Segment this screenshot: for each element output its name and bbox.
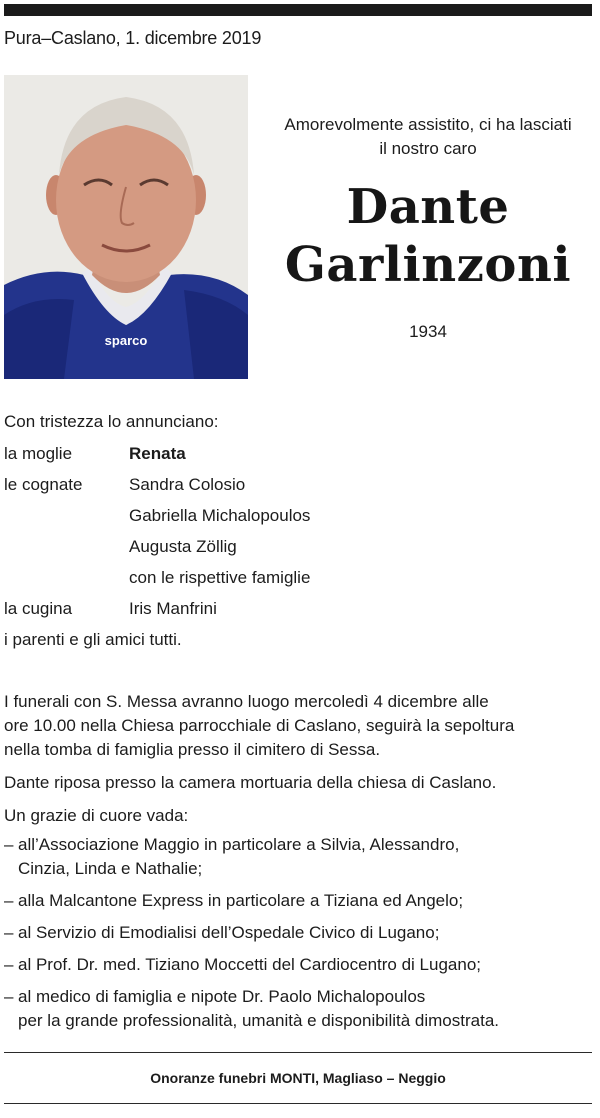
family-list xyxy=(4,440,564,657)
deceased-name xyxy=(258,178,598,294)
place-date: Pura–Caslano, 1. dicembre 2019 xyxy=(4,28,262,48)
birth-year: 1934 xyxy=(409,322,447,341)
footer-bottom-rule xyxy=(4,1103,592,1104)
dash-bullet: – xyxy=(4,955,14,974)
family-role: le cognate xyxy=(4,475,83,494)
thanks-item xyxy=(4,833,584,881)
family-name: con le rispettive famiglie xyxy=(129,568,311,587)
thanks-line: al Prof. Dr. med. Tiziano Moccetti del Cardiocentro di Lugano; xyxy=(18,955,482,974)
family-role: la moglie xyxy=(4,444,73,463)
thanks-line: al medico di famiglia e nipote Dr. Paolo Michalopoulos xyxy=(18,987,426,1006)
thanks-intro: Un grazie di cuore vada: xyxy=(4,806,189,825)
dash-bullet: – xyxy=(4,891,14,910)
family-name: Sandra Colosio xyxy=(129,475,246,494)
family-row xyxy=(4,502,564,533)
jacket-logo: sparco xyxy=(104,333,148,348)
thanks-item xyxy=(4,953,584,977)
thanks-list xyxy=(4,833,584,1033)
announcement-heading: Con tristezza lo annunciano: xyxy=(4,412,219,431)
dash-bullet: – xyxy=(4,835,14,854)
intro-line-1: Amorevolmente assistito, ci ha lasciati xyxy=(284,115,572,134)
family-row xyxy=(4,564,564,595)
family-name: Iris Manfrini xyxy=(129,599,217,618)
thanks-line: per la grande professionalità, umanità e disponibilità dimostrata. xyxy=(18,1011,499,1030)
family-row xyxy=(4,533,564,564)
intro-text xyxy=(258,113,598,161)
family-row-sisters-in-law xyxy=(4,471,564,502)
dash-bullet: – xyxy=(4,923,14,942)
intro-line-2: il nostro caro xyxy=(379,139,477,158)
family-name: Gabriella Michalopoulos xyxy=(129,506,311,525)
top-rule xyxy=(4,4,592,16)
thanks-item xyxy=(4,921,584,945)
thanks-item xyxy=(4,889,584,913)
thanks-line: all’Associazione Maggio in particolare a Silvia, Alessandro, xyxy=(18,835,460,854)
family-row-cousin xyxy=(4,595,564,626)
family-name: Augusta Zöllig xyxy=(129,537,237,556)
family-role: la cugina xyxy=(4,599,73,618)
thanks-item xyxy=(4,985,584,1033)
family-closing: i parenti e gli amici tutti. xyxy=(4,630,182,649)
funeral-paragraph xyxy=(4,690,584,762)
funeral-line: ore 10.00 nella Chiesa parrocchiale di Caslano, seguirà la sepoltura xyxy=(4,716,515,735)
thanks-line: alla Malcantone Express in particolare a Tiziana ed Angelo; xyxy=(18,891,464,910)
thanks-line: Cinzia, Linda e Nathalie; xyxy=(18,859,203,878)
portrait-photo xyxy=(4,75,248,379)
notice-body xyxy=(4,690,584,1041)
rest-paragraph: Dante riposa presso la camera mortuaria della chiesa di Caslano. xyxy=(4,773,497,792)
funeral-home-credit: Onoranze funebri MONTI, Magliaso – Neggio xyxy=(150,1070,446,1086)
thanks-line: al Servizio di Emodialisi dell’Ospedale Civico di Lugano; xyxy=(18,923,440,942)
family-row-closing xyxy=(4,626,564,657)
dash-bullet: – xyxy=(4,987,14,1006)
funeral-line: I funerali con S. Messa avranno luogo mercoledì 4 dicembre alle xyxy=(4,692,489,711)
funeral-line: nella tomba di famiglia presso il cimitero di Sessa. xyxy=(4,740,381,759)
family-name: Renata xyxy=(129,444,186,463)
deceased-last-name: Garlinzoni xyxy=(284,237,572,293)
footer-divider xyxy=(4,1052,592,1053)
deceased-first-name: Dante xyxy=(346,179,510,235)
family-row-wife xyxy=(4,440,564,471)
